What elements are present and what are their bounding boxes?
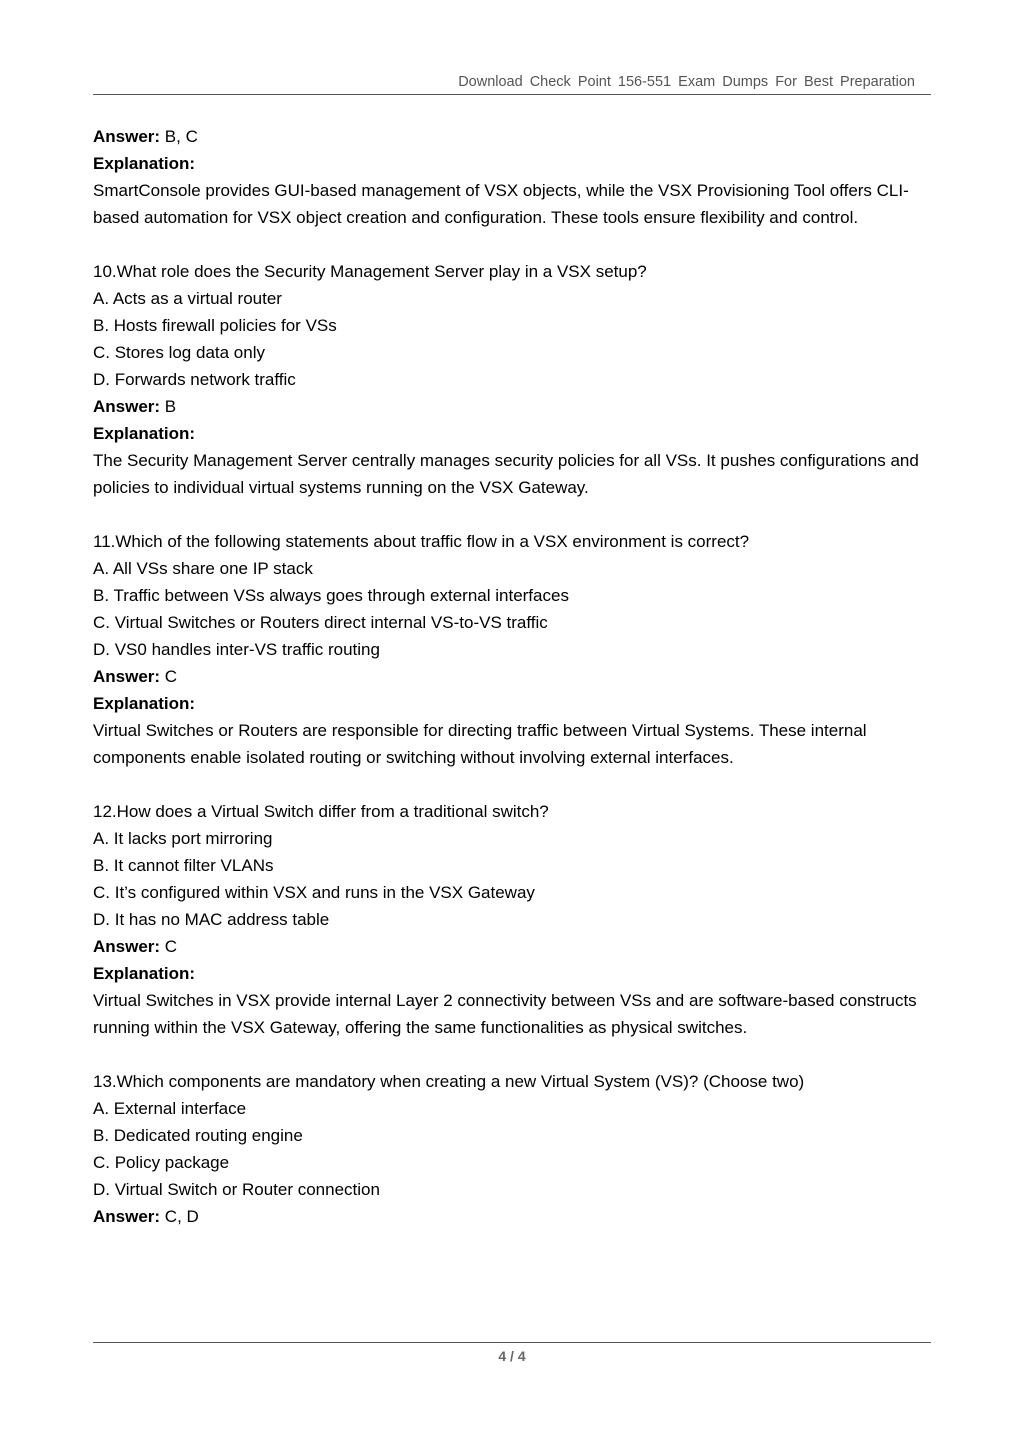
question-9-continuation <box>93 123 938 231</box>
footer-divider <box>93 1342 931 1343</box>
page-number: 4 / 4 <box>498 1348 526 1364</box>
question-block-12 <box>93 798 938 1041</box>
answer-label: Answer: <box>93 127 161 146</box>
question-block-10 <box>93 258 938 501</box>
header-title: Download Check Point 156-551 Exam Dumps For Best Preparation <box>458 74 915 90</box>
option-a: A. All VSs share one IP stack <box>93 559 313 578</box>
option-c: C. Stores log data only <box>93 343 265 362</box>
option-b: B. It cannot filter VLANs <box>93 856 274 875</box>
answer-label: Answer: <box>93 937 161 956</box>
option-d: D. VS0 handles inter-VS traffic routing <box>93 640 380 659</box>
answer-line <box>93 393 938 420</box>
question-text: 12.How does a Virtual Switch differ from a traditional switch? <box>93 802 549 821</box>
answer-line <box>93 123 938 150</box>
option-d: D. Forwards network traffic <box>93 370 296 389</box>
explanation-text: Virtual Switches or Routers are responsible for directing traffic between Virtual Systems. These internal components enable isolated routing or switching without involving external interfaces. <box>93 721 867 767</box>
question-text: 13.Which components are mandatory when creating a new Virtual System (VS)? (Choose two) <box>93 1072 805 1091</box>
option-c: C. It’s configured within VSX and runs in the VSX Gateway <box>93 883 535 902</box>
explanation-label: Explanation: <box>93 964 196 983</box>
option-a: A. Acts as a virtual router <box>93 289 282 308</box>
question-block-11 <box>93 528 938 771</box>
option-a: A. External interface <box>93 1099 247 1118</box>
question-block-13 <box>93 1068 938 1230</box>
answer-line <box>93 663 938 690</box>
answer-value: B <box>160 397 177 416</box>
answer-label: Answer: <box>93 667 161 686</box>
answer-value: C <box>160 667 178 686</box>
explanation-text: Virtual Switches in VSX provide internal Layer 2 connectivity between VSs and are software-based constructs running within the VSX Gateway, offering the same functionalities as physical switches. <box>93 991 917 1037</box>
answer-label: Answer: <box>93 397 161 416</box>
answer-line <box>93 1203 938 1230</box>
page-content <box>93 123 938 1230</box>
explanation-text: SmartConsole provides GUI-based management of VSX objects, while the VSX Provisioning Tool offers CLI-based automation for VSX object creation and configuration. These tools ensure flexibility and control. <box>93 181 909 227</box>
option-a: A. It lacks port mirroring <box>93 829 273 848</box>
option-c: C. Virtual Switches or Routers direct internal VS-to-VS traffic <box>93 613 548 632</box>
answer-label: Answer: <box>93 1207 161 1226</box>
answer-value: C, D <box>160 1207 199 1226</box>
option-b: B. Dedicated routing engine <box>93 1126 303 1145</box>
option-d: D. It has no MAC address table <box>93 910 330 929</box>
question-text: 10.What role does the Security Management Server play in a VSX setup? <box>93 262 647 281</box>
answer-value: C <box>160 937 178 956</box>
explanation-label: Explanation: <box>93 694 196 713</box>
question-text: 11.Which of the following statements about traffic flow in a VSX environment is correct? <box>93 532 750 551</box>
page-header <box>93 72 931 95</box>
answer-line <box>93 933 938 960</box>
option-b: B. Traffic between VSs always goes through external interfaces <box>93 586 569 605</box>
explanation-label: Explanation: <box>93 154 196 173</box>
option-d: D. Virtual Switch or Router connection <box>93 1180 380 1199</box>
option-c: C. Policy package <box>93 1153 230 1172</box>
explanation-label: Explanation: <box>93 424 196 443</box>
option-b: B. Hosts firewall policies for VSs <box>93 316 337 335</box>
explanation-text: The Security Management Server centrally manages security policies for all VSs. It pushes configurations and policies to individual virtual systems running on the VSX Gateway. <box>93 451 919 497</box>
answer-value: B, C <box>160 127 198 146</box>
